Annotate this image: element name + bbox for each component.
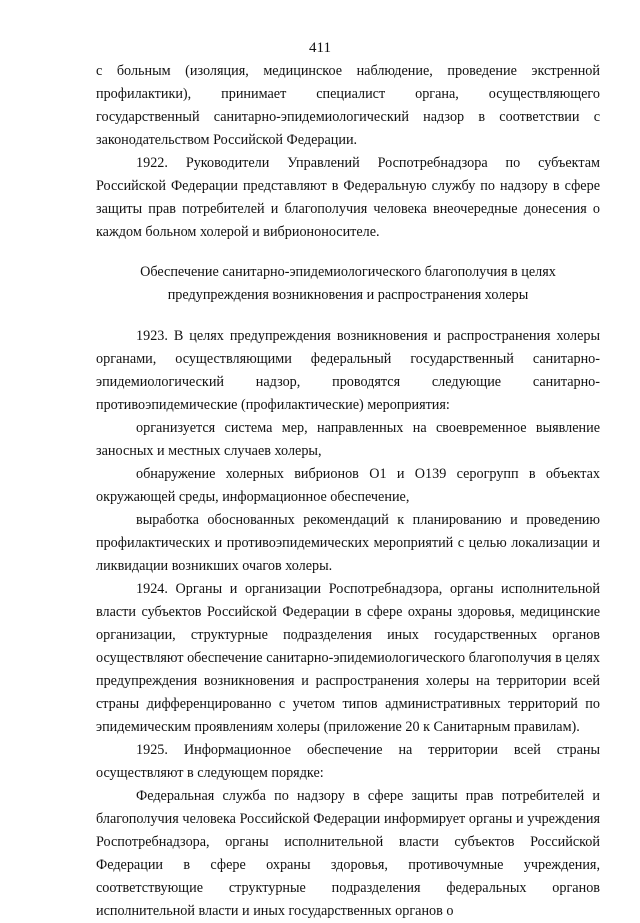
page-number: 411	[309, 40, 331, 56]
paragraph-1924: 1924. Органы и организации Роспотребнадзора, органы исполнительной власти субъектов Российской Федерации в сфере охраны здоровья, медицинские организации, структурные подразделения иных государственных органов осуществляют обеспечение санитарно-эпидемиологического благополучия в целях предупреждения возникновения и распространения холеры на территории всей страны дифференцированно с учетом типов административных территорий по эпидемическим проявлениям холеры (приложение 20 к Санитарным правилам).	[96, 581, 600, 735]
paragraph-1925: 1925. Информационное обеспечение на территории всей страны осуществляют в следующем порядке:	[96, 742, 600, 781]
paragraph-federal-service: Федеральная служба по надзору в сфере защиты прав потребителей и благополучия человека Российской Федерации информирует органы и учреждения Роспотребнадзора, органы исполнительной власти субъектов Российской Федерации в сфере охраны здоровья, противочумные учреждения, соответствующие структурные подразделения федеральных органов исполнительной власти и иных государственных органов о	[96, 788, 600, 919]
section-heading: Обеспечение санитарно-эпидемиологического благополучия в целях предупреждения возникновения и распространения холеры	[140, 264, 556, 303]
paragraph-1922: 1922. Руководители Управлений Роспотребнадзора по субъектам Российской Федерации представляют в Федеральную службу по надзору в сфере защиты прав потребителей и благополучия человека внеочередные донесения о каждом больном холерой и вибриононосителе.	[96, 155, 600, 240]
paragraph-1923: 1923. В целях предупреждения возникновения и распространения холеры органами, осуществляющими федеральный государственный санитарно-эпидемиологический надзор, проводятся следующие санитарно-противоэпидемические (профилактические) мероприятия:	[96, 328, 600, 413]
paragraph-continuation: с больным (изоляция, медицинское наблюдение, проведение экстренной профилактики), принимает специалист органа, осуществляющего государственный санитарно-эпидемиологический надзор в соответствии с законодательством Российской Федерации.	[96, 63, 600, 148]
list-item-system-of-measures: организуется система мер, направленных на своевременное выявление заносных и местных случаев холеры,	[96, 420, 600, 459]
document-body	[96, 60, 600, 923]
list-item-recommendations: выработка обоснованных рекомендаций к планированию и проведению профилактических и противоэпидемических мероприятий с целью локализации и ликвидации возникших очагов холеры.	[96, 512, 600, 574]
list-item-vibrio-detection: обнаружение холерных вибрионов О1 и О139 серогрупп в объектах окружающей среды, информационное обеспечение,	[96, 466, 600, 505]
